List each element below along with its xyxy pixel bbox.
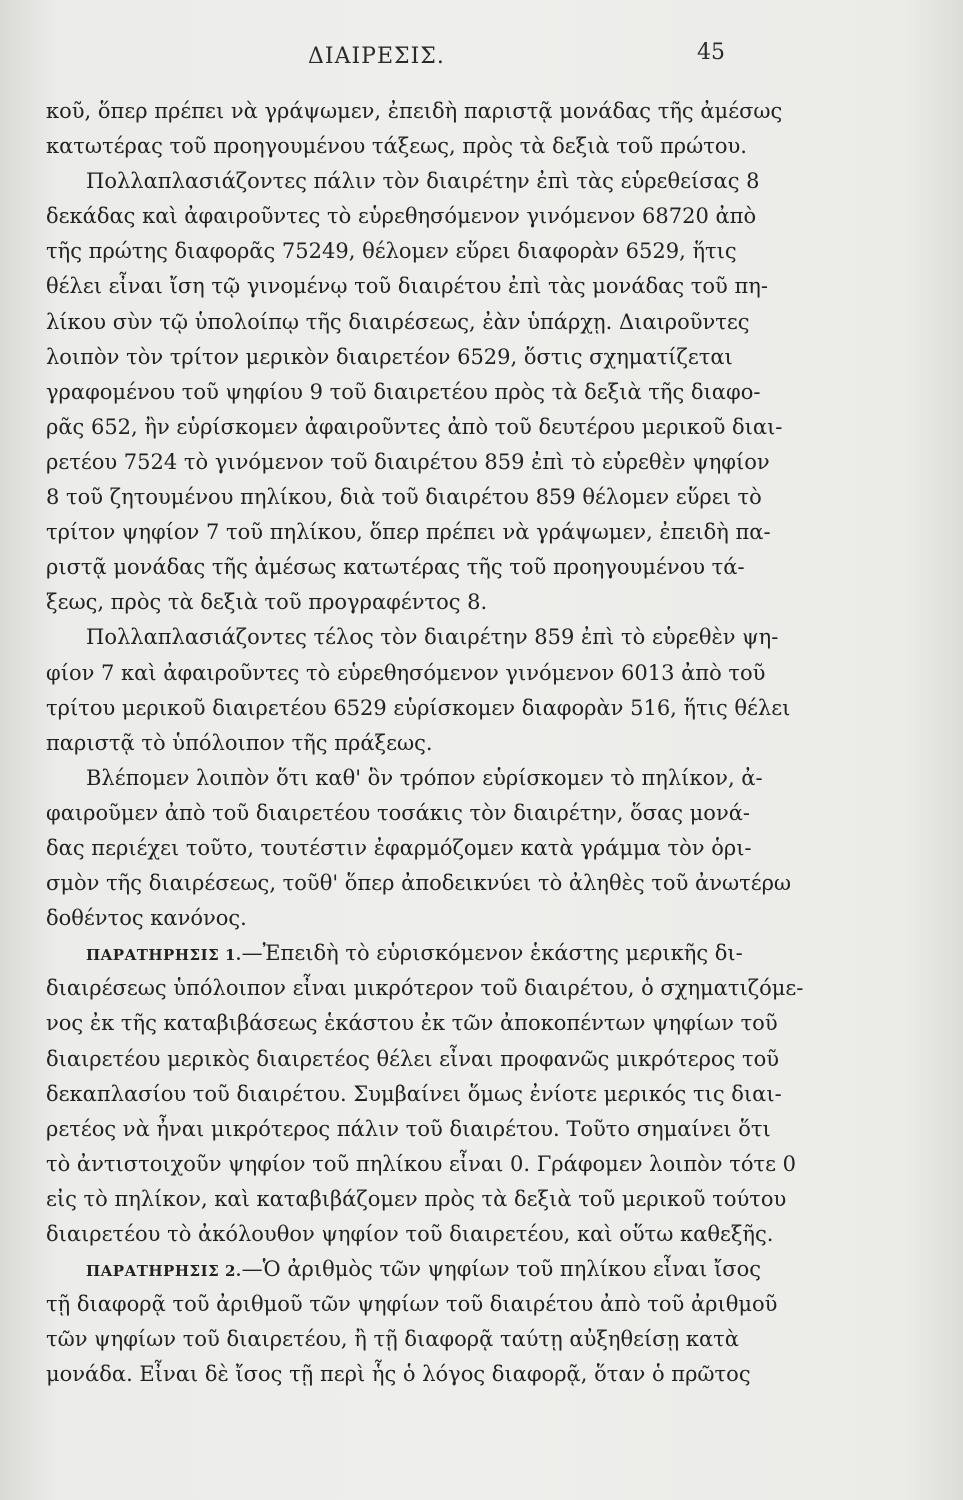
- text-line: Βλέπομεν λοιπὸν ὅτι καθ' ὃν τρόπον εὑρίσκομεν τὸ πηλίκον, ἀ-: [86, 765, 763, 790]
- text-line: νος ἐκ τῆς καταβιβάσεως ἑκάστου ἐκ τῶν ἀποκοπέντων ψηφίων τοῦ: [46, 1011, 778, 1036]
- text-line: φαιροῦμεν ἀπὸ τοῦ διαιρετέου τοσάκις τὸν διαιρέτην, ὅσας μονά-: [46, 800, 750, 825]
- text-line: δας περιέχει τοῦτο, τουτέστιν ἐφαρμόζομεν κατὰ γράμμα τὸν ὁρι-: [46, 835, 752, 860]
- remark-1-line: [46, 936, 776, 971]
- text-line: τὸ ἀντιστοιχοῦν ψηφίον τοῦ πηλίκου εἶναι 0. Γράφομεν λοιπὸν τότε 0: [46, 1151, 797, 1176]
- text-line: γραφομένου τοῦ ψηφίου 9 τοῦ διαιρετέου πρὸς τὰ δεξιὰ τῆς διαφο-: [46, 379, 761, 404]
- text-line: σμὸν τῆς διαιρέσεως, τοῦθ' ὅπερ ἀποδεικνύει τὸ ἀληθὲς τοῦ ἀνωτέρω: [46, 871, 792, 896]
- text-line: κοῦ, ὅπερ πρέπει νὰ γράψωμεν, ἐπειδὴ παριστᾷ μονάδας τῆς ἀμέσως: [46, 99, 783, 123]
- text-line: διαιρέσεως ὑπόλοιπον εἶναι μικρότερον τοῦ διαιρέτου, ὁ σχηματιζόμε-: [46, 976, 804, 1001]
- text-line: δεκάδας καὶ ἀφαιροῦντες τὸ εὑρεθησόμενον γινόμενον 68720 ἀπὸ: [46, 204, 757, 229]
- text-line: Πολλαπλασιάζοντες πάλιν τὸν διαιρέτην ἐπὶ τὰς εὑρεθείσας 8: [86, 169, 760, 194]
- page-header: [0, 38, 963, 78]
- text-line: τρίτον ψηφίον 7 τοῦ πηλίκου, ὅπερ πρέπει νὰ γράψωμεν, ἐπειδὴ πα-: [46, 520, 771, 545]
- text-line: ρετέος νὰ ἦναι μικρότερος πάλιν τοῦ διαιρέτου. Τοῦτο σημαίνει ὅτι: [46, 1116, 771, 1141]
- text-line: παριστᾷ τὸ ὑπόλοιπον τῆς πράξεως.: [46, 730, 433, 755]
- text-line: δοθέντος κανόνος.: [46, 906, 247, 931]
- text-line: διαιρετέου τὸ ἀκόλουθον ψηφίον τοῦ διαιρετέου, καὶ οὕτω καθεξῆς.: [46, 1222, 774, 1246]
- text-line: 8 τοῦ ζητουμένου πηλίκου, διὰ τοῦ διαιρέτου 859 θέλομεν εὕρει τὸ: [46, 485, 762, 510]
- text-line: ριστᾷ μονάδας τῆς ἀμέσως κατωτέρας τῆς τοῦ προηγουμένου τά-: [46, 555, 745, 580]
- remark-1-text: —Ἐπειδὴ τὸ εὑρισκόμενον ἑκάστης μερικῆς δι-: [241, 941, 743, 966]
- text-line: κατωτέρας τοῦ προηγουμένου τάξεως, πρὸς τὰ δεξιὰ τοῦ πρώτου.: [46, 134, 747, 159]
- running-title: ΔΙΑΙΡΕΣΙΣ.: [308, 44, 445, 69]
- text-line: ρᾶς 652, ἢν εὑρίσκομεν ἀφαιροῦντες ἀπὸ τοῦ δευτέρου μερικοῦ διαι-: [46, 414, 783, 439]
- text-line: τῇ διαφορᾷ τοῦ ἀριθμοῦ τῶν ψηφίων τοῦ διαιρέτου ἀπὸ τοῦ ἀριθμοῦ: [46, 1292, 778, 1317]
- text-line: φίον 7 καὶ ἀφαιροῦντες τὸ εὑρεθησόμενον γινόμενον 6013 ἀπὸ τοῦ: [46, 660, 766, 685]
- remark-2-label: ΠΑΡΑΤΗΡΗΣΙΣ 2.: [86, 1262, 242, 1281]
- text-line: λίκου σὺν τῷ ὑπολοίπῳ τῆς διαιρέσεως, ἐὰν ὑπάρχῃ. Διαιροῦντες: [46, 309, 750, 334]
- remark-2-text: —Ὁ ἀριθμὸς τῶν ψηφίων τοῦ πηλίκου εἶναι ἴσος: [241, 1257, 761, 1282]
- text-line: διαιρετέου μερικὸς διαιρετέος θέλει εἶναι προφανῶς μικρότερος τοῦ: [46, 1046, 780, 1071]
- text-line: δεκαπλασίου τοῦ διαιρέτου. Συμβαίνει ὅμως ἐνίοτε μερικός τις διαι-: [46, 1081, 782, 1106]
- text-line: λοιπὸν τὸν τρίτον μερικὸν διαιρετέον 6529, ὅστις σχηματίζεται: [46, 344, 733, 369]
- text-line: Πολλαπλασιάζοντες τέλος τὸν διαιρέτην 859 ἐπὶ τὸ εὑρεθὲν ψη-: [86, 625, 779, 650]
- text-line: ρετέου 7524 τὸ γινόμενον τοῦ διαιρέτου 859 ἐπὶ τὸ εὑρεθὲν ψηφίον: [46, 449, 770, 474]
- text-line: τρίτου μερικοῦ διαιρετέου 6529 εὑρίσκομεν διαφορὰν 516, ἥτις θέλει: [46, 695, 791, 720]
- page-number: 45: [697, 40, 725, 65]
- text-line: εἰς τὸ πηλίκον, καὶ καταβιβάζομεν πρὸς τὰ δεξιὰ τοῦ μερικοῦ τούτου: [46, 1186, 787, 1211]
- text-line: τῆς πρώτης διαφορᾶς 75249, θέλομεν εὕρει διαφορὰν 6529, ἥτις: [46, 239, 737, 264]
- remark-1-label: ΠΑΡΑΤΗΡΗΣΙΣ 1.: [86, 946, 242, 965]
- remark-2-line: [46, 1252, 776, 1287]
- text-line: θέλει εἶναι ἴση τῷ γινομένῳ τοῦ διαιρέτου ἐπὶ τὰς μονάδας τοῦ πη-: [46, 274, 768, 299]
- body-text: [46, 94, 804, 1392]
- text-line: τῶν ψηφίων τοῦ διαιρετέου, ἢ τῇ διαφορᾷ ταύτῃ αὐξηθείσῃ κατὰ: [46, 1327, 739, 1352]
- text-line: ξεως, πρὸς τὰ δεξιὰ τοῦ προγραφέντος 8.: [46, 590, 488, 615]
- text-line: μονάδα. Εἶναι δὲ ἴσος τῇ περὶ ἧς ὁ λόγος διαφορᾷ, ὅταν ὁ πρῶτος: [46, 1362, 751, 1387]
